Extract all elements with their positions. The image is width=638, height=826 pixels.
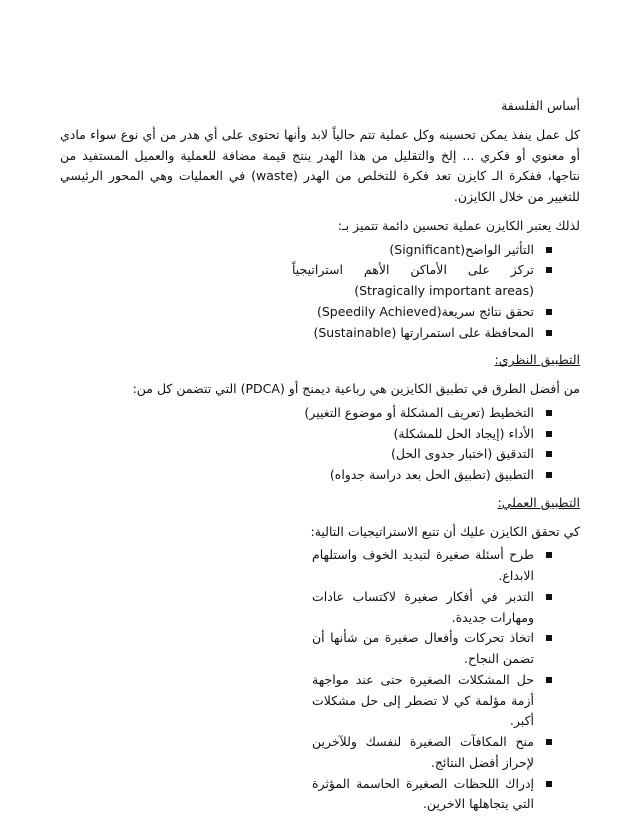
practice-intro: كي تحقق الكايزن عليك أن تتبع الاستراتيجيات التالية: <box>310 523 580 539</box>
list-item: المحافظة على استمرارتها (Sustainable) <box>292 323 552 344</box>
list-item: الأداء (إيجاد الحل للمشكلة) <box>60 424 552 445</box>
list-item: التخطيط (تعريف المشكلة أو موضوع التغيير) <box>60 403 552 424</box>
theory-intro: من أفضل الطرق في تطبيق الكايزين هي رباعية ديمنج أو (PDCA) التي تتضمن كل من: <box>132 381 580 396</box>
bullet-square-icon <box>546 309 552 315</box>
bullet-square-icon <box>546 410 552 416</box>
bullet-square-icon <box>546 739 552 745</box>
criteria-list <box>60 240 580 344</box>
bullet-square-icon <box>546 330 552 336</box>
list-item: حل المشكلات الصغيرة حتى عند مواجهة أزمة مؤلمة كي لا تضطر إلى حل مشكلات أكبر. <box>312 670 552 732</box>
bullet-square-icon <box>546 781 552 787</box>
bullet-square-icon <box>546 552 552 558</box>
strategies-list <box>60 545 580 815</box>
bullet-square-icon <box>546 431 552 437</box>
theory-heading: التطبيق النظري: <box>494 352 580 368</box>
list-item: التدقيق (اختبار جدوى الحل) <box>60 444 552 465</box>
bullet-square-icon <box>546 635 552 641</box>
bullet-square-icon <box>546 267 552 273</box>
bullet-square-icon <box>546 677 552 683</box>
list-item: منح المكافآت الصغيرة لنفسك وللآخرين لإحراز أفضل النتائج. <box>312 732 552 774</box>
list-item: تحقق نتائج سريعة(Speedily Achieved) <box>292 302 552 323</box>
list-item: التدبر في أفكار صغيرة لاكتساب عادات ومهارات جديدة. <box>312 587 552 629</box>
bullet-square-icon <box>546 594 552 600</box>
list-item: التأثير الواضح(Significant) <box>292 240 552 261</box>
bullet-square-icon <box>546 451 552 457</box>
list-item: إدراك اللحظات الصغيرة الحاسمة المؤثرة التي يتجاهلها الاخرين. <box>312 774 552 816</box>
intro-paragraph: كل عمل ينفذ يمكن تحسينه وكل عملية تتم حالياً لابد وأنها تحتوى على أي هدر من أي نوع سواء مادي أو معنوي أو فكري ... إلخ والتقليل من هذا الهدر ينتج قيمة مضافة للعملية والعميل المستفيد من نتاجها، ففكرة الـ كايزن تعد فكرة للتخلص من الهدر (waste) في العمليات وهي المحور الرئيسي للتغيير من خلال الكايزن. <box>60 126 581 204</box>
practice-heading: التطبيق العملي: <box>497 494 580 510</box>
list-item: التطبيق (تطبيق الحل بعد دراسة جدواه) <box>60 465 552 486</box>
pdca-list <box>60 403 580 486</box>
section-title: أساس الفلسفة <box>501 98 580 113</box>
list-item: طرح أسئلة صغيرة لتبديد الخوف واستلهام الابداع. <box>312 545 552 587</box>
list-item: اتخاذ تحركات وأفعال صغيرة من شأنها أن تضمن النجاح. <box>312 628 552 670</box>
criteria-intro: لذلك يعتبر الكايزن عملية تحسين دائمة تتميز بـ: <box>337 217 580 233</box>
bullet-square-icon <box>546 247 552 253</box>
bullet-square-icon <box>546 472 552 478</box>
list-item: تركز على الأماكن الأهم استراتيجياً (Stragically important areas) <box>292 260 552 302</box>
